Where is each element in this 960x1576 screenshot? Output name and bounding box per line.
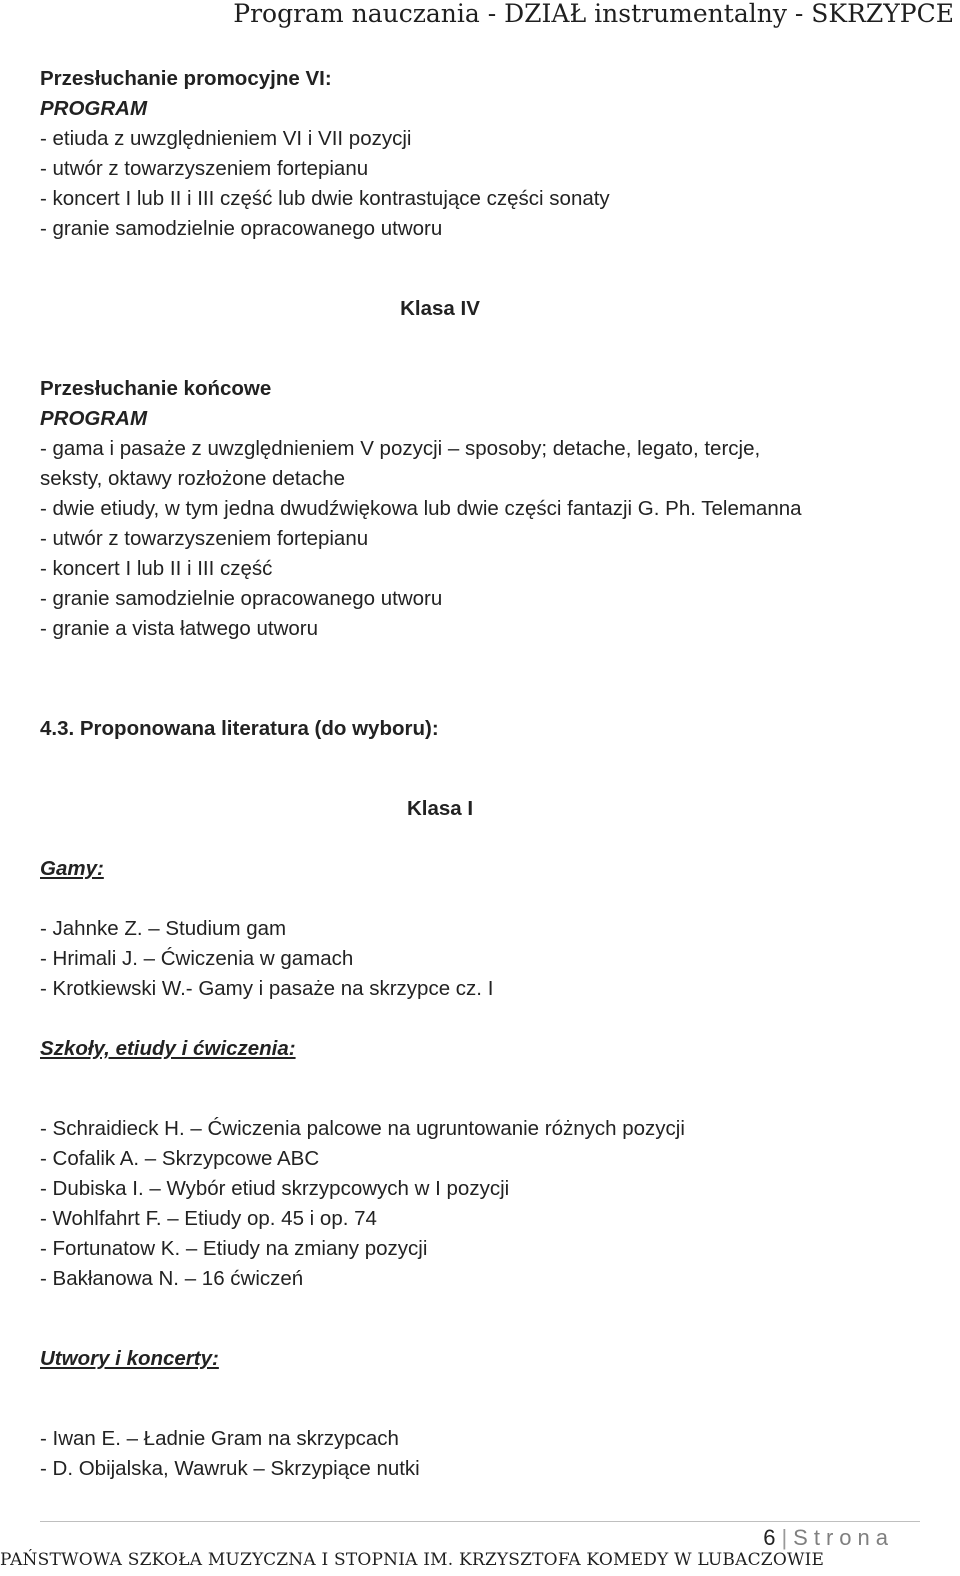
list-item: - Fortunatow K. – Etiudy na zmiany pozycji [40, 1237, 428, 1260]
utwory-label: Utwory i koncerty: [40, 1347, 219, 1370]
list-item: - koncert I lub II i III część lub dwie kontrastujące części sonaty [40, 187, 610, 210]
section-subheading: Przesłuchanie końcowe [40, 377, 272, 400]
list-item: - Cofalik A. – Skrzypcowe ABC [40, 1147, 320, 1170]
list-item: - granie a vista łatwego utworu [40, 617, 319, 640]
gamy-label: Gamy: [40, 857, 104, 880]
list-item: - Iwan E. – Ładnie Gram na skrzypcach [40, 1427, 399, 1450]
footer-school-name: PAŃSTWOWA SZKOŁA MUZYCZNA I STOPNIA IM. KRZYSZTOFA KOMEDY W LUBACZOWIE [0, 1550, 825, 1570]
list-item: - utwór z towarzyszeniem fortepianu [40, 157, 369, 180]
literature-heading: 4.3. Proponowana literatura (do wyboru): [40, 717, 439, 740]
list-item: - Dubiska I. – Wybór etiud skrzypcowych w I pozycji [40, 1177, 510, 1200]
list-item: - koncert I lub II i III część [40, 557, 273, 580]
footer-divider [40, 1521, 920, 1522]
szkoly-label: Szkoły, etiudy i ćwiczenia: [40, 1037, 296, 1060]
list-item: - granie samodzielnie opracowanego utworu [40, 587, 443, 610]
list-item: - gama i pasaże z uwzględnieniem V pozycji – sposoby; detache, legato, tercje, [40, 437, 761, 460]
class-heading: Klasa I [406, 797, 474, 820]
list-item: - D. Obijalska, Wawruk – Skrzypiące nutki [40, 1457, 420, 1480]
list-item: - Schraidieck H. – Ćwiczenia palcowe na ugruntowanie różnych pozycji [40, 1117, 685, 1140]
page-separator: | [781, 1525, 788, 1550]
list-item: seksty, oktawy rozłożone detache [40, 467, 345, 490]
list-item: - granie samodzielnie opracowanego utworu [40, 217, 443, 240]
page-word: Strona [793, 1525, 894, 1550]
list-item: - Wohlfahrt F. – Etiudy op. 45 i op. 74 [40, 1207, 377, 1230]
list-item: - utwór z towarzyszeniem fortepianu [40, 527, 369, 550]
list-item: - etiuda z uwzględnieniem VI i VII pozycji [40, 127, 412, 150]
document-body [40, 64, 940, 1484]
page-number: 6 [763, 1525, 776, 1550]
section-heading: Przesłuchanie promocyjne VI: [40, 67, 332, 90]
class-heading: Klasa IV [400, 297, 480, 320]
list-item: - Hrimali J. – Ćwiczenia w gamach [40, 947, 354, 970]
list-item: - Krotkiewski W.- Gamy i pasaże na skrzypce cz. I [40, 977, 494, 1000]
program-label: PROGRAM [40, 407, 148, 430]
page-header-title: Program nauczania - DZIAŁ instrumentalny - SKRZYPCE [233, 0, 954, 28]
program-label: PROGRAM [40, 97, 148, 120]
list-item: - Jahnke Z. – Studium gam [40, 917, 287, 940]
list-item: - dwie etiudy, w tym jedna dwudźwiękowa lub dwie części fantazji G. Ph. Telemanna [40, 497, 802, 520]
list-item: - Bakłanowa N. – 16 ćwiczeń [40, 1267, 304, 1290]
